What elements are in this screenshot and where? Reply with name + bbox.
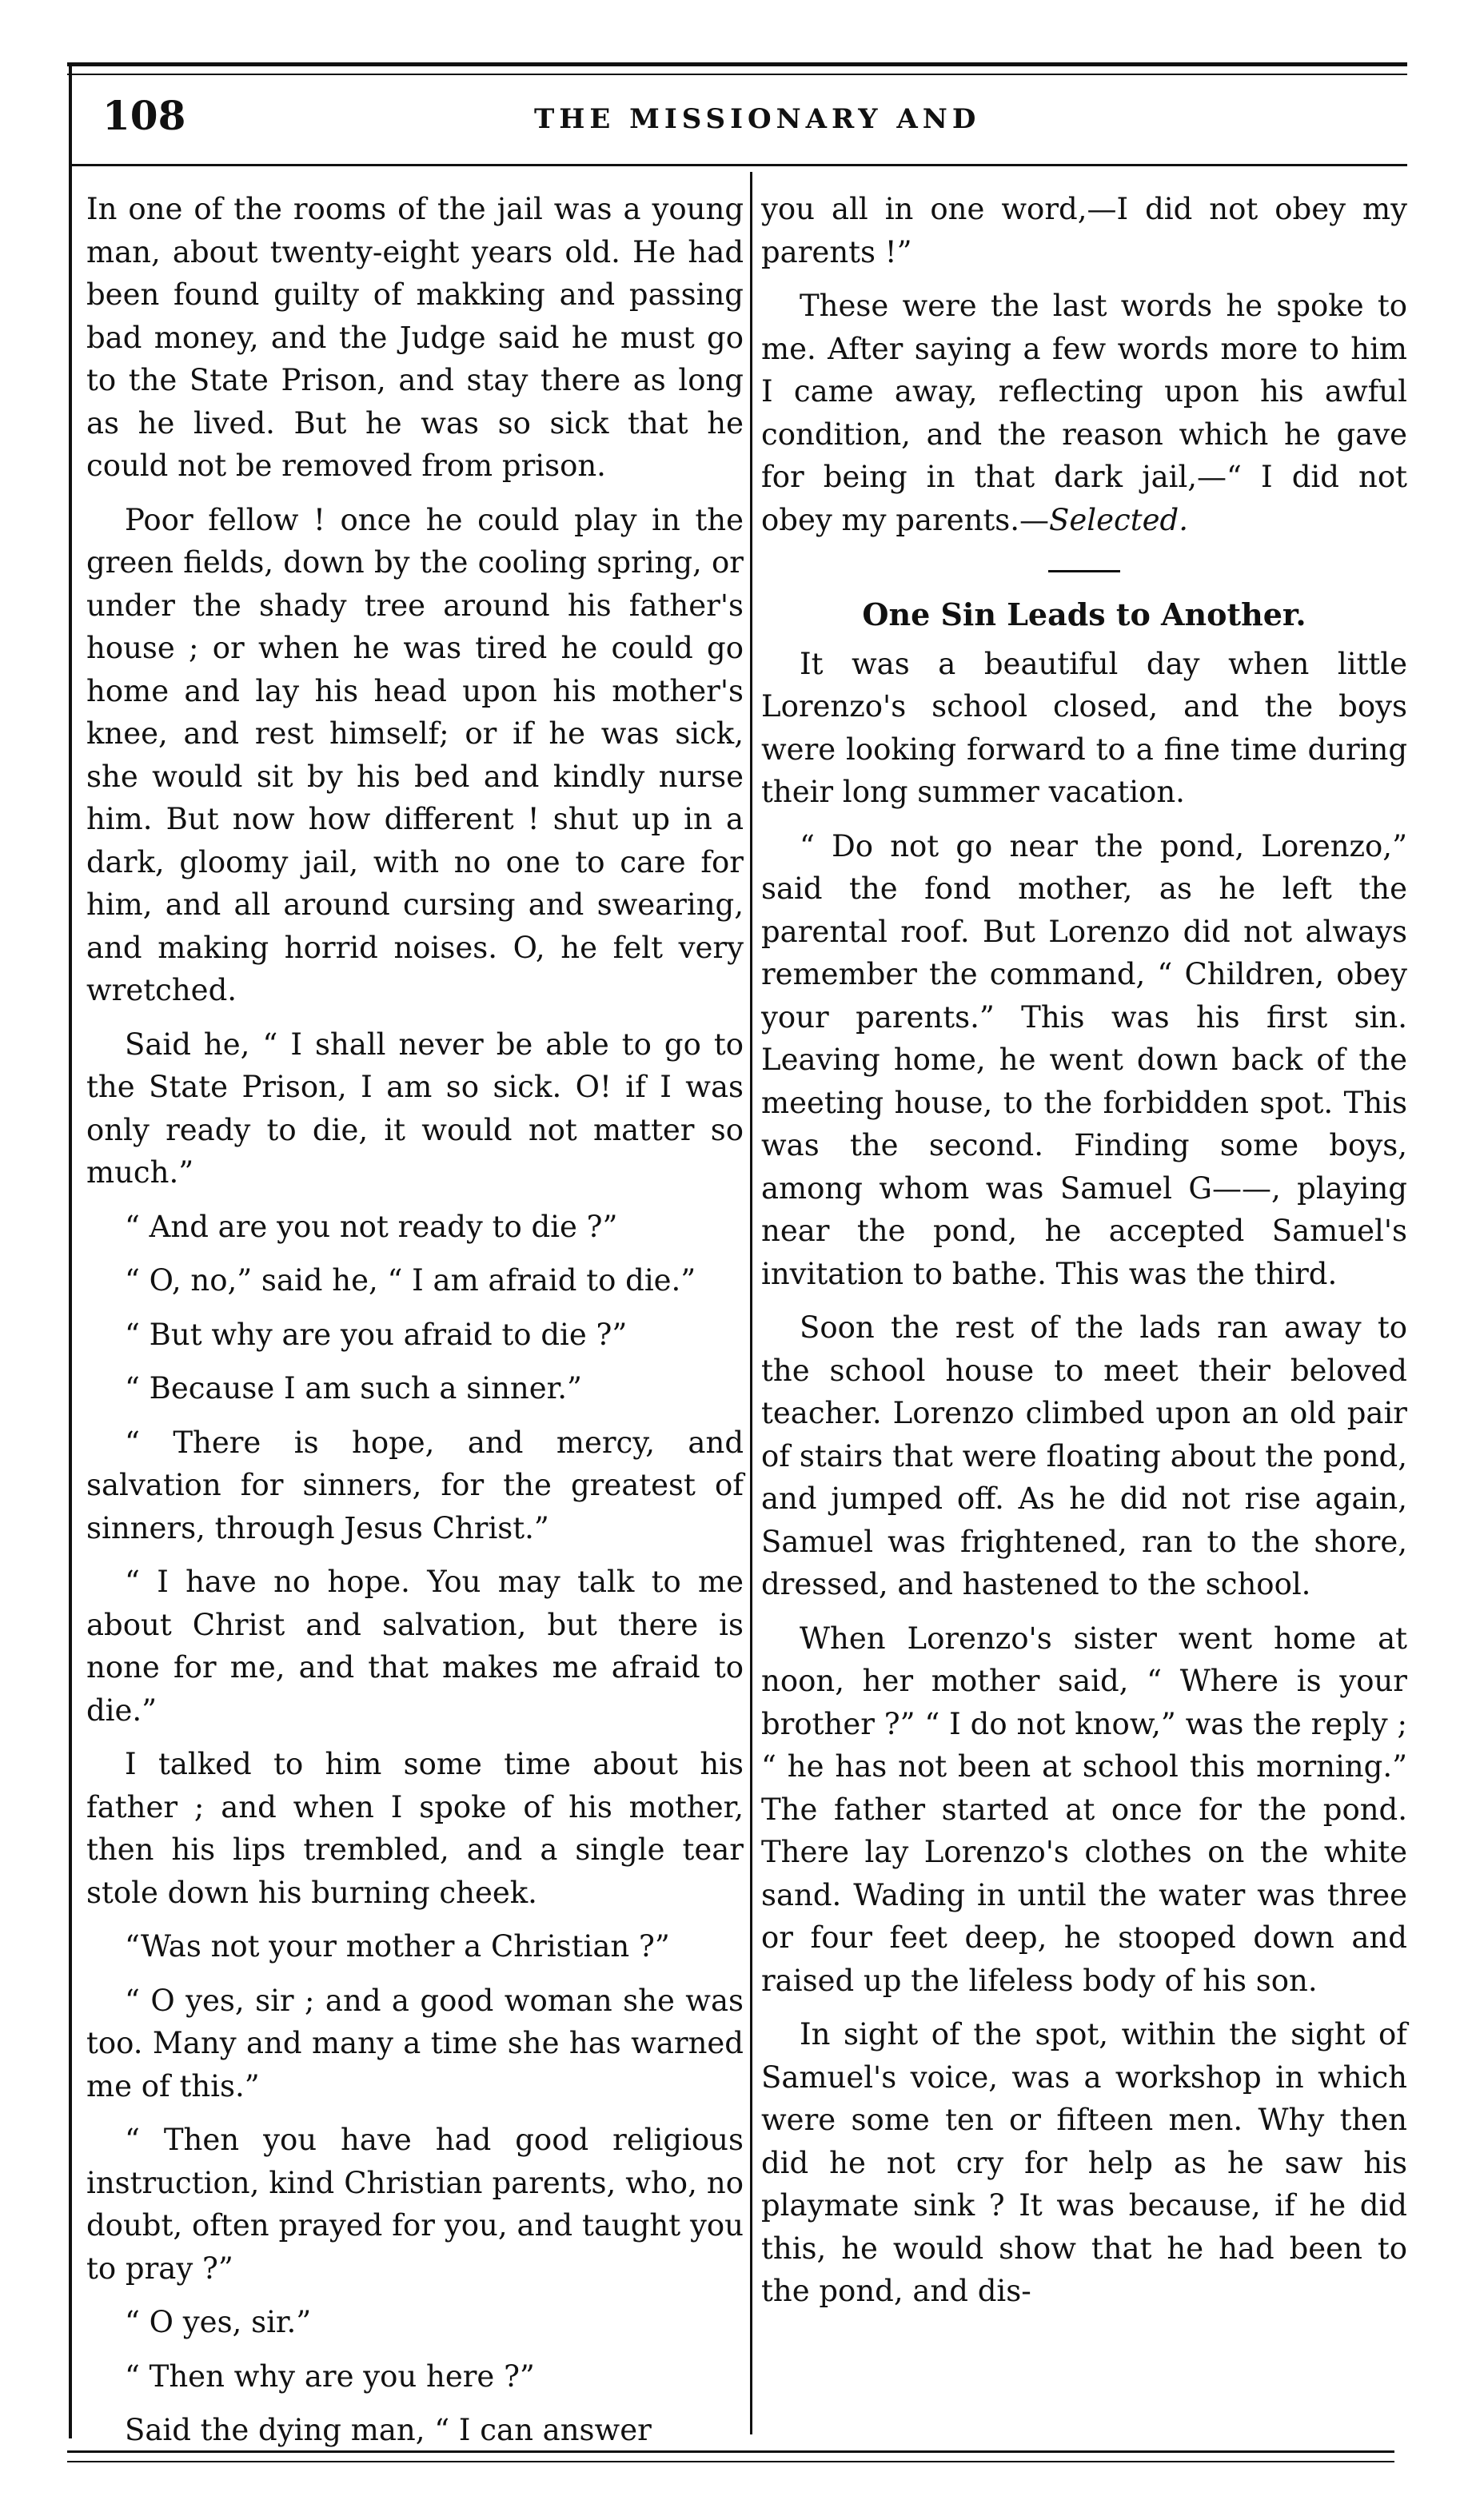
paragraph: “ Then you have had good religious instruction, kind Christian parents, who, no doubt, often prayed for you, and taught you to pray ?” xyxy=(86,2123,744,2286)
top-border-rule-thin xyxy=(67,74,1407,75)
paragraph: “Was not your mother a Christian ?” xyxy=(125,1929,670,1964)
paragraph: “ Then why are you here ?” xyxy=(125,2359,535,2394)
section-divider xyxy=(1048,570,1120,572)
paragraph: “ O, no,” said he, “ I am afraid to die.” xyxy=(125,1263,696,1298)
paragraph: you all in one word,—I did not obey my parents !” xyxy=(761,192,1407,269)
paragraph: It was a beautiful day when little Lorenzo's school closed, and the boys were looking forward to a fine time during their long summer vacation. xyxy=(761,646,1407,809)
paragraph: “ Do not go near the pond, Lorenzo,” said the fond mother, as he left the parental roof. But Lorenzo did not always remember the command, “ Children, obey your parents.” This was his first sin. Leaving home, he went down back of the meeting house, to the forbidden spot. This was the second. Finding some boys, among whom was Samuel G——, playing near the pond, he accepted Samuel's invitation to bathe. This was the third. xyxy=(761,828,1407,1291)
paragraph: Said the dying man, “ I can answer xyxy=(125,2413,652,2447)
closing-text: These were the last words he spoke to me. After saying a few words more to him I came away, reflecting upon his awful condition, and the reason which he gave for being in that dark jail,—“ I did not obey my parents.— xyxy=(761,289,1407,537)
paragraph: In sight of the spot, within the sight of Samuel's voice, was a workshop in which were some ten or fifteen men. Why then did he not cry for help as he saw his playmate sink ? It was because, if he did this, he would show that he had been to the pond, and dis- xyxy=(761,2017,1407,2308)
paragraph: When Lorenzo's sister went home at noon, her mother said, “ Where is your brother ?” “ I do not know,” was the reply ; “ he has not been at school this morning.” The father started at once for the pond. There lay Lorenzo's clothes on the white sand. Wading in until the water was three or four feet deep, he stooped down and raised up the lifeless body of his son. xyxy=(761,1621,1407,1998)
paragraph: “ O yes, sir ; and a good woman she was too. Many and many a time she has warned me of this.” xyxy=(86,1983,744,2103)
top-border-rule xyxy=(67,62,1407,66)
paragraph: “ There is hope, and mercy, and salvation for sinners, for the greatest of sinners, through Jesus Christ.” xyxy=(86,1425,744,1545)
closing-paragraph xyxy=(761,285,1407,541)
paragraph: “ I have no hope. You may talk to me about Christ and salvation, but there is none for me, and that makes me afraid to die.” xyxy=(86,1565,744,1728)
left-column xyxy=(86,188,744,2463)
paragraph: Poor fellow ! once he could play in the green fields, down by the cooling spring, or under the shady tree around his father's house ; or when he was tired he could go home and lay his head upon his mother's knee, and rest himself; or if he was sick, she would sit by his bed and kindly nurse him. But now how different ! shut up in a dark, gloomy jail, with no one to care for him, and all around cursing and swearing, and making horrid noises. O, he felt very wretched. xyxy=(86,502,744,1007)
paragraph: “ But why are you afraid to die ?” xyxy=(125,1317,628,1352)
paragraph: Soon the rest of the lads ran away to the school house to meet their beloved teacher. Lorenzo climbed upon an old pair of stairs that were floating about the pond, and jumped off. As he did not rise again, Samuel was frightened, ran to the shore, dressed, and hastened to the school. xyxy=(761,1310,1407,1601)
column-divider xyxy=(750,172,752,2434)
paragraph: I talked to him some time about his father ; and when I spoke of his mother, then his lips trembled, and a single tear stole down his burning cheek. xyxy=(86,1747,744,1910)
paragraph: Said he, “ I shall never be able to go to the State Prison, I am so sick. O! if I was only ready to die, it would not matter so much.” xyxy=(86,1027,744,1190)
right-column xyxy=(761,188,1407,2324)
paragraph: “ O yes, sir.” xyxy=(125,2305,312,2339)
paragraph: “ And are you not ready to die ?” xyxy=(125,1209,618,1244)
article-title: One Sin Leads to Another. xyxy=(862,596,1306,632)
signature: Selected. xyxy=(1049,502,1188,537)
left-border-rule xyxy=(69,64,72,2438)
header-rule xyxy=(70,164,1407,166)
running-title: THE MISSIONARY AND xyxy=(534,103,981,135)
running-head xyxy=(102,92,1388,148)
paragraph: In one of the rooms of the jail was a young man, about twenty-eight years old. He had been found guilty of makking and passing bad money, and the Judge said he must go to the State Prison, and stay there as long as he lived. But he was so sick that he could not be removed from prison. xyxy=(86,192,744,483)
paragraph: “ Because I am such a sinner.” xyxy=(125,1371,582,1406)
page-number: 108 xyxy=(102,92,186,139)
